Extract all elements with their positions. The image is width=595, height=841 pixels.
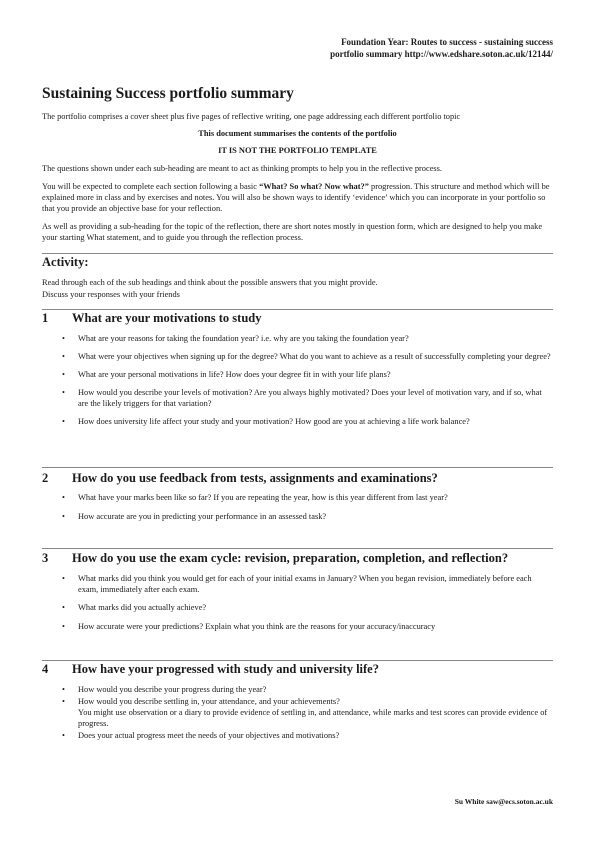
list-item: • How would you describe settling in, your attendance, and your achievements? You might use observation or a diary to provide evidence of settling in, and attendance, while marks and test scores can provide evidence of progress. xyxy=(62,697,548,728)
intro-p5-end: progression. This structure and method which will be explained more in class and by exercises and notes. You will also be shown ways to identify ‘evidence’ which you can incorporate in your portfolio so that you provide an objective base for your reflection. xyxy=(42,182,550,213)
header-line2 xyxy=(253,48,553,60)
divider xyxy=(42,548,553,549)
intro-p5-bold: “What? So what? Now what?” xyxy=(259,182,369,191)
list-item: • How would you describe your progress during the year? xyxy=(62,685,267,694)
page-title: Sustaining Success portfolio summary xyxy=(42,85,294,102)
page-footer: Su White saw@ecs.soton.ac.uk xyxy=(454,797,553,806)
header-label: portfolio summary xyxy=(330,49,403,59)
bullet-icon: • xyxy=(62,352,65,361)
list-item: • What marks did you actually achieve? xyxy=(62,603,207,612)
activity-line-1: Read through each of the sub headings and think about the possible answers that you might provide. xyxy=(42,278,378,287)
activity-heading: Activity: xyxy=(42,255,89,269)
section-number: 3 xyxy=(42,551,49,565)
section-4-heading xyxy=(42,662,379,677)
list-item: • What are your reasons for taking the foundation year? i.e. why are you taking the foundation year? xyxy=(62,334,409,343)
section-title: How have your progressed with study and university life? xyxy=(72,662,379,676)
list-item-note: You might use observation or a diary to provide evidence of settling in, and attendance, while marks and test scores can provide evidence of progress. xyxy=(78,708,548,728)
section-2-list xyxy=(42,492,553,522)
divider xyxy=(42,467,553,468)
list-item: • What marks did you think you would get for each of your initial exams in January? When you began revision, immediately before each exam, immediately after each exam. xyxy=(62,574,532,594)
list-item: • How accurate are you in predicting your performance in an assessed task? xyxy=(62,512,327,521)
bullet-icon: • xyxy=(62,370,65,379)
intro-paragraph-1: The portfolio comprises a cover sheet plus five pages of reflective writing, one page addressing each different portfolio topic xyxy=(42,112,461,121)
section-number: 2 xyxy=(42,471,49,485)
bullet-icon: • xyxy=(62,685,65,694)
section-1-heading xyxy=(42,311,261,326)
intro-p5-start: You will be expected to complete each section following a basic xyxy=(42,182,260,191)
intro-template-warning: IT IS NOT THE PORTFOLIO TEMPLATE xyxy=(218,146,377,155)
section-number: 4 xyxy=(42,662,49,676)
page-header xyxy=(253,36,553,60)
divider xyxy=(42,309,553,310)
section-title: What are your motivations to study xyxy=(72,311,262,325)
bullet-icon: • xyxy=(62,731,65,740)
bullet-icon: • xyxy=(62,622,65,631)
bullet-icon: • xyxy=(62,334,65,343)
list-item: • How accurate were your predictions? Explain what you think are the reasons for your accuracy/inaccuracy xyxy=(62,622,436,631)
section-4-list xyxy=(42,684,553,741)
section-1-list xyxy=(42,333,553,427)
list-item: • What have your marks been like so far? If you are repeating the year, how is this year different from last year? xyxy=(62,493,448,502)
bullet-icon: • xyxy=(62,512,65,521)
section-2-heading xyxy=(42,471,438,486)
list-item: • What are your personal motivations in life? How does your degree fit in with your life plans? xyxy=(62,370,391,379)
activity-line-2: Discuss your responses with your friends xyxy=(42,290,180,299)
bullet-icon: • xyxy=(62,574,65,583)
intro-paragraph-5 xyxy=(42,181,553,214)
list-item: • Does your actual progress meet the needs of your objectives and motivations? xyxy=(62,731,340,740)
section-number: 1 xyxy=(42,311,49,325)
bullet-icon: • xyxy=(62,697,65,706)
section-3-list xyxy=(42,573,553,632)
divider xyxy=(42,660,553,661)
intro-summary-note: This document summarises the contents of the portfolio xyxy=(198,129,397,138)
list-item: • What were your objectives when signing up for the degree? What do you want to achieve as a result of successfully completing your degree? xyxy=(62,352,551,361)
header-line1: Foundation Year: Routes to success - sustaining success xyxy=(341,37,553,47)
list-item: • How does university life affect your study and your motivation? How good are you at achieving a life work balance? xyxy=(62,417,470,426)
bullet-icon: • xyxy=(62,388,65,397)
bullet-icon: • xyxy=(62,417,65,426)
intro-paragraph-6: As well as providing a sub-heading for the topic of the reflection, there are short notes mostly in question form, which are designed to help you make your starting What statement, and to guide you through the reflection process. xyxy=(42,222,543,242)
intro-paragraph-4: The questions shown under each sub-heading are meant to act as thinking prompts to help you in the reflective process. xyxy=(42,164,443,173)
header-url-link[interactable]: http://www.edshare.soton.ac.uk/12144/ xyxy=(404,49,553,59)
section-title: How do you use the exam cycle: revision, preparation, completion, and reflection? xyxy=(72,551,509,565)
bullet-icon: • xyxy=(62,603,65,612)
list-item: • How would you describe your levels of motivation? Are you always highly motivated? Does your level of motivation vary, and if so, what are the likely triggers for that variation? xyxy=(62,388,542,408)
section-3-heading xyxy=(42,551,508,566)
bullet-icon: • xyxy=(62,493,65,502)
section-title: How do you use feedback from tests, assignments and examinations? xyxy=(72,471,438,485)
divider xyxy=(42,253,553,254)
